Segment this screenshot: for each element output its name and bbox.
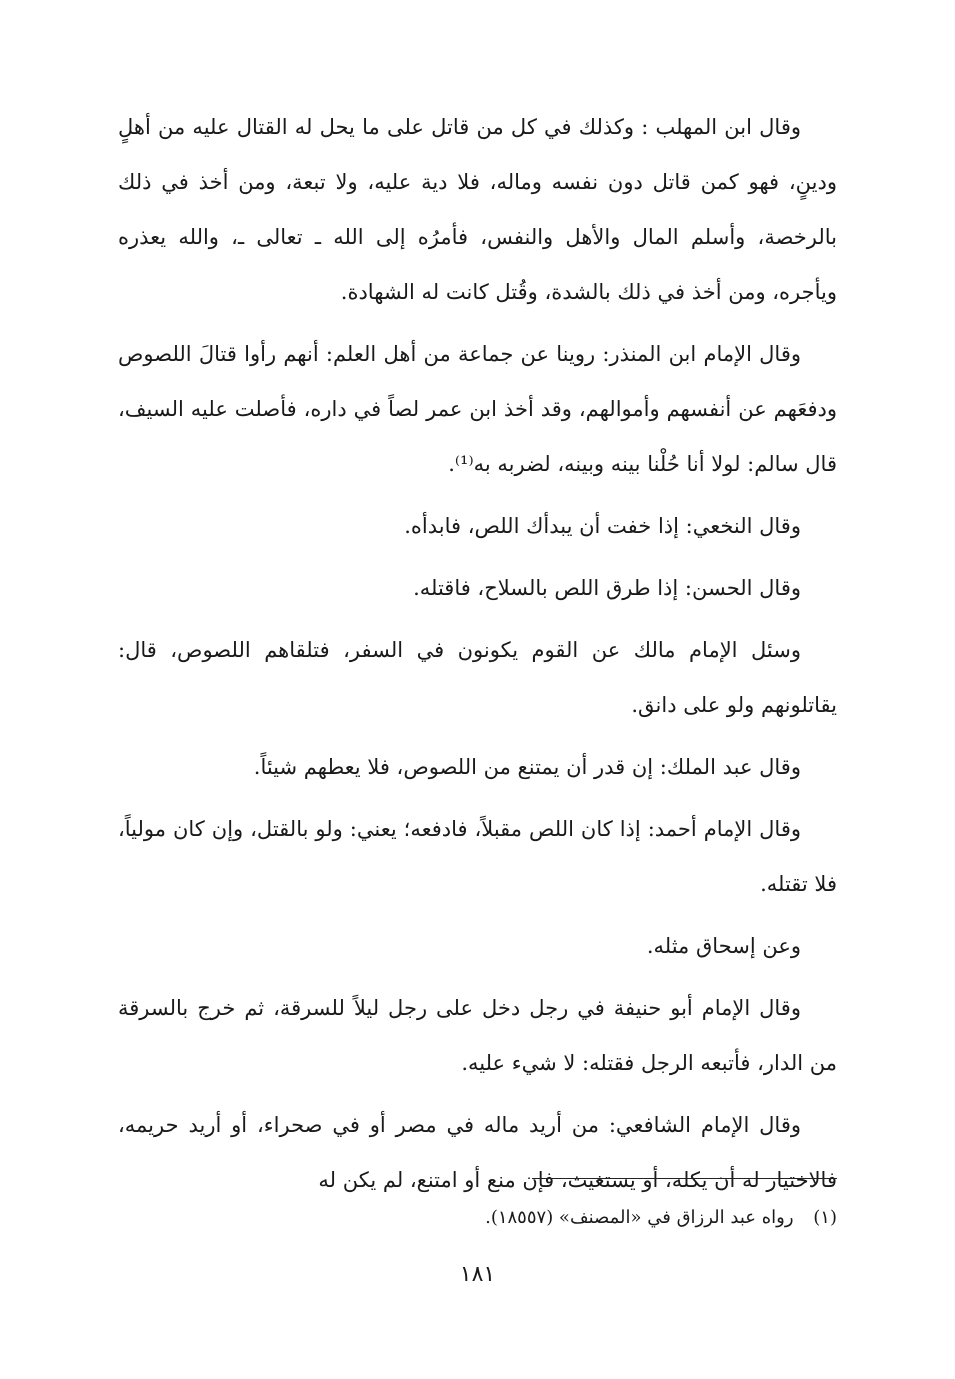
- paragraph-abd-al-malik: وقال عبد الملك: إن قدر أن يمتنع من اللصوص، فلا يعطهم شيئاً.: [253, 755, 801, 779]
- paragraph-abu-hanifa: وقال الإمام أبو حنيفة في رجل دخل على رجل ليلاً للسرقة، ثم خرج بالسرقة من الدار، فأتبعه الرجل فقتله: لا شيء عليه.: [118, 996, 837, 1075]
- paragraph-al-shafii: وقال الإمام الشافعي: من أريد ماله في مصر أو في صحراء، أو أريد حريمه، فالاختيار له أن يكله، أو يستغيث، فإن منع أو امتنع، لم يكن له: [118, 1113, 837, 1192]
- page-number: ١٨١: [459, 1262, 496, 1287]
- footnote: [118, 1203, 837, 1233]
- paragraph-imam-ahmad: وقال الإمام أحمد: إذا كان اللص مقبلاً، فادفعه؛ يعني: ولو بالقتل، وإن كان مولياً، فلا تقتله.: [118, 817, 837, 896]
- paragraph-al-nakhai: وقال النخعي: إذا خفت أن يبدأك اللص، فابدأه.: [404, 514, 801, 538]
- paragraph-al-hasan: وقال الحسن: إذا طرق اللص بالسلاح، فاقتله.: [413, 576, 801, 600]
- footnote-separator: [532, 1178, 837, 1179]
- footnote-number: (١): [813, 1207, 837, 1228]
- paragraph-ishaq: وعن إسحاق مثله.: [646, 934, 801, 958]
- footnote-text: رواه عبد الرزاق في «المصنف» (١٨٥٥٧).: [485, 1207, 794, 1228]
- paragraph-imam-malik: وسئل الإمام مالك عن القوم يكونون في السفر، فتلقاهم اللصوص، قال: يقاتلونهم ولو على دانق.: [118, 638, 837, 717]
- paragraph-ibn-al-mundhir: وقال الإمام ابن المنذر: روينا عن جماعة من أهل العلم: أنهم رأوا قتالَ اللصوص ودفعَهم عن أنفسهم وأموالهم، وقد أخذ ابن عمر لصاً في داره، فأصلت عليه السيف، قال سالم: لولا أنا حُلْنا بينه وبينه، لضربه به⁽¹⁾.: [118, 342, 837, 476]
- paragraph-ibn-al-muhallab: وقال ابن المهلب : وكذلك في كل من قاتل على ما يحل له القتال عليه من أهلٍ ودينٍ، فهو كمن قاتل دون نفسه وماله، فلا دية عليه، ولا تبعة، ومن أخذ في ذلك بالرخصة، وأسلم المال والأهل والنفس، فأمرُه إلى الله ـ تعالى ـ، والله يعذره ويأجره، ومن أخذ في ذلك بالشدة، وقُتل كانت له الشهادة.: [118, 115, 837, 304]
- main-text: [118, 100, 837, 1215]
